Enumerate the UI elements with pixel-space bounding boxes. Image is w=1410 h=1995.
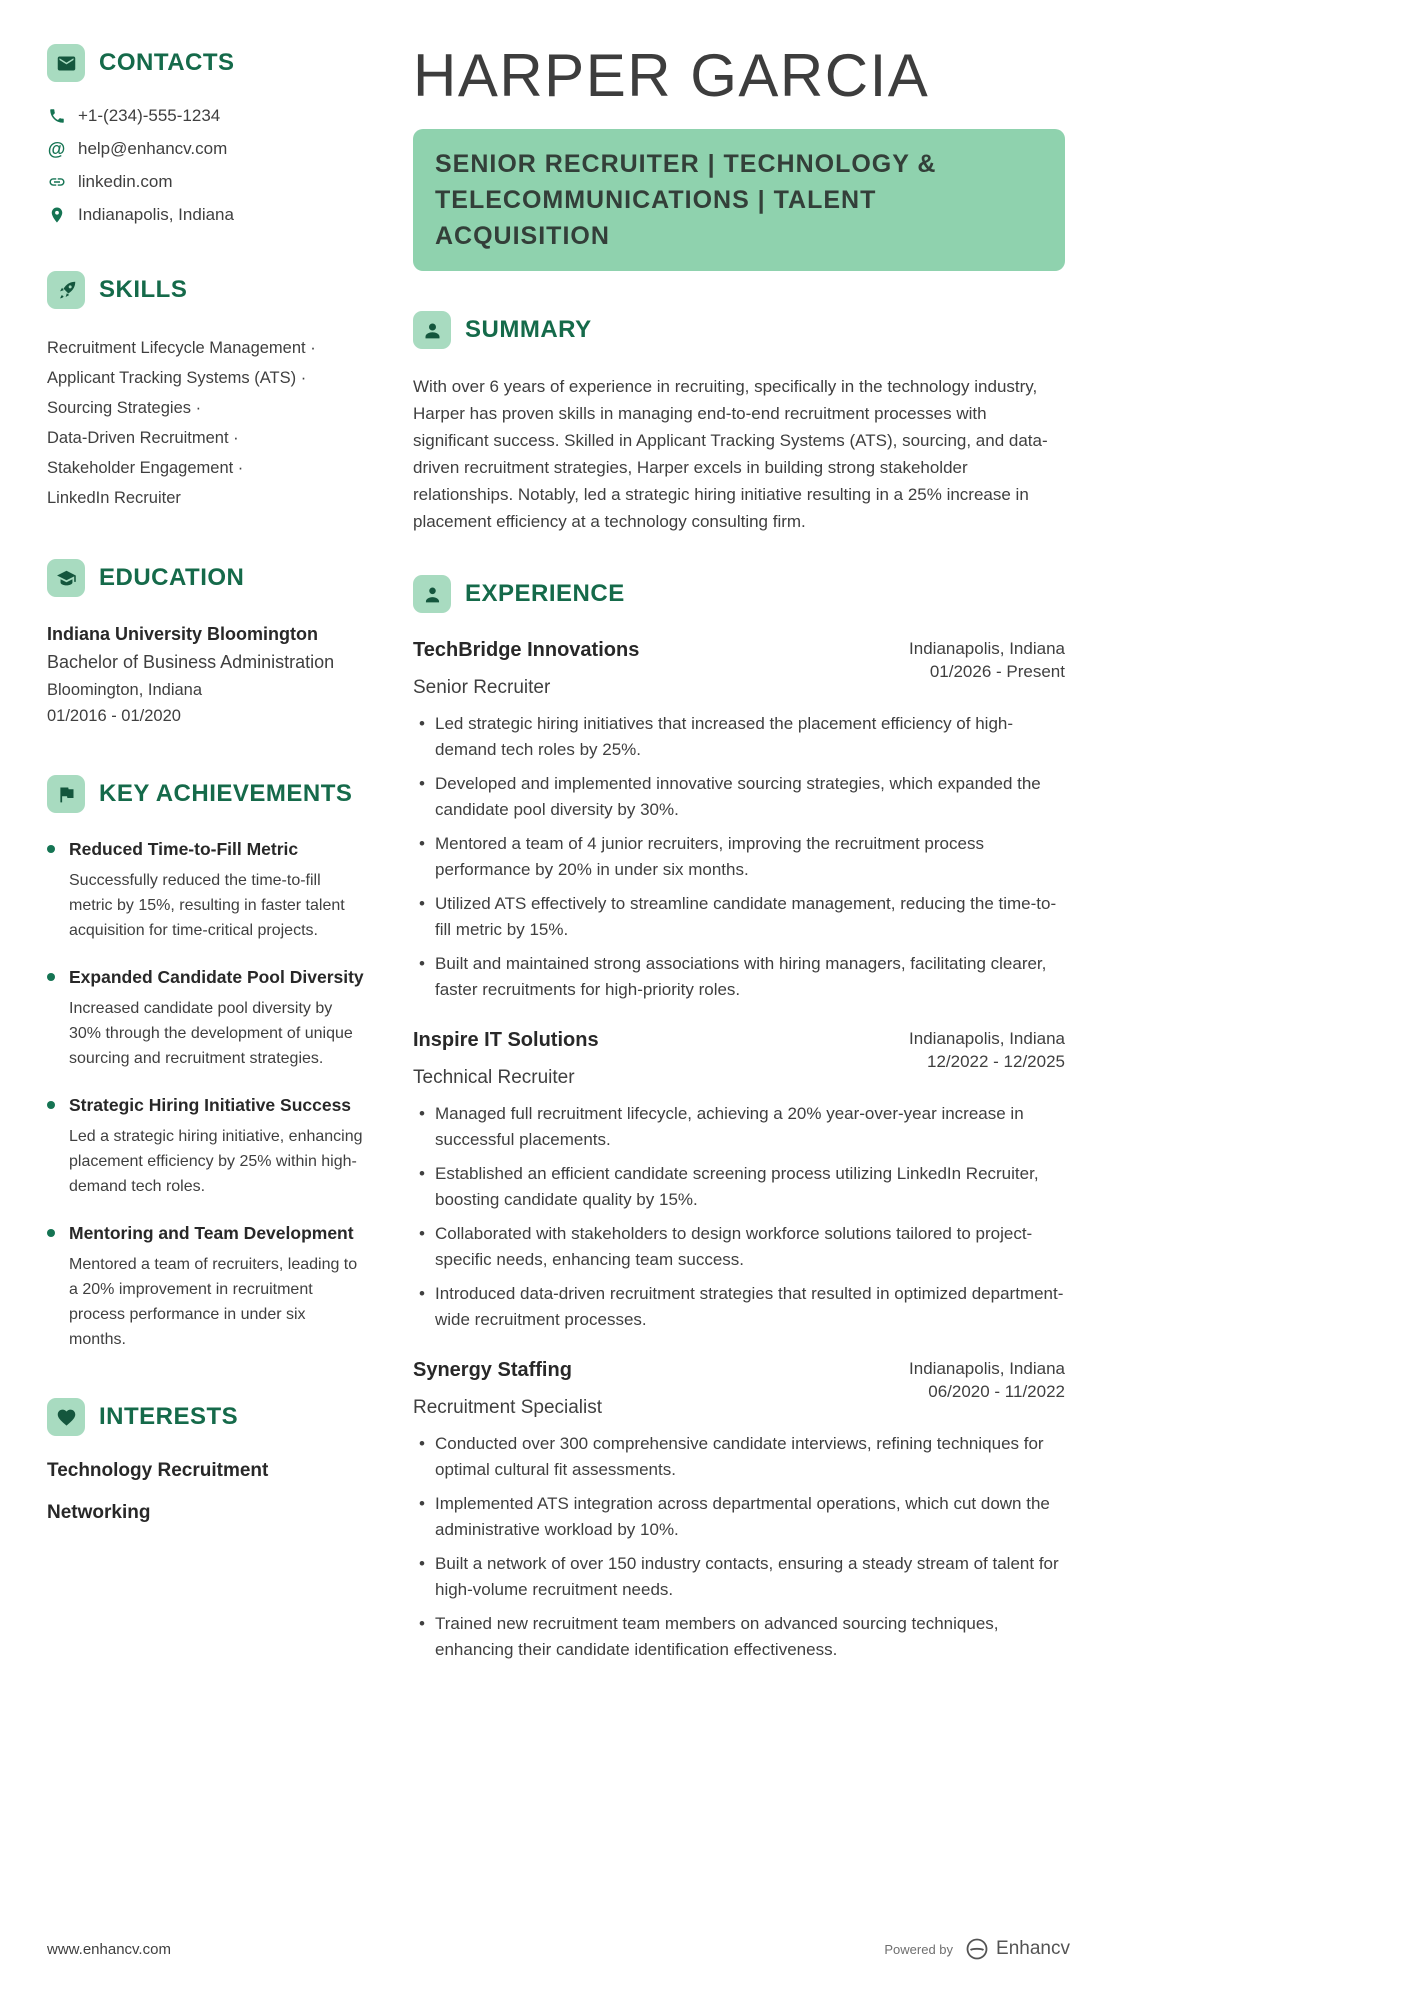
achievement-body: Increased candidate pool diversity by 30% through the development of unique sourcing and recruitment strategies. xyxy=(69,1000,353,1067)
skill-item: LinkedIn Recruiter xyxy=(47,489,181,507)
job-bullet-list xyxy=(413,1101,1065,1333)
job-bullet: • Implemented ATS integration across departmental operations, which cut down the administrative workload by 10%. xyxy=(413,1491,1065,1543)
job-entry xyxy=(413,1357,1065,1663)
job-company: TechBridge Innovations xyxy=(413,639,640,661)
achievement-item xyxy=(47,1093,365,1199)
enhancv-brand-name: Enhancv xyxy=(996,1938,1070,1959)
experience-section xyxy=(413,575,1065,1663)
education-dates: 01/2016 - 01/2020 xyxy=(47,707,181,725)
contact-location xyxy=(47,205,365,225)
location-pin-icon xyxy=(47,206,66,225)
contact-phone xyxy=(47,106,365,126)
main-column xyxy=(413,44,1065,1703)
job-bullet: • Built and maintained strong associations with hiring managers, facilitating clearer, faster recruitments for high-priority roles. xyxy=(413,951,1065,1003)
achievement-body: Successfully reduced the time-to-fill metric by 15%, resulting in faster talent acquisition for time-critical projects. xyxy=(69,872,345,939)
enhancv-logo-icon xyxy=(965,1937,989,1961)
rocket-icon xyxy=(47,271,85,309)
person-badge-icon xyxy=(413,575,451,613)
job-bullet: • Led strategic hiring initiatives that increased the placement efficiency of high-demand tech roles by 25%. xyxy=(413,711,1065,763)
job-bullet: • Introduced data-driven recruitment strategies that resulted in optimized department-wide recruitment processes. xyxy=(413,1281,1065,1333)
summary-title: SUMMARY xyxy=(465,316,592,343)
job-bullet-list xyxy=(413,1431,1065,1663)
skills-title: SKILLS xyxy=(99,276,188,303)
job-bullet: • Established an efficient candidate screening process utilizing LinkedIn Recruiter, boosting candidate quality by 15%. xyxy=(413,1161,1065,1213)
job-role: Recruitment Specialist xyxy=(413,1397,603,1418)
education-title: EDUCATION xyxy=(99,564,245,591)
contacts-title: CONTACTS xyxy=(99,49,235,76)
job-bullet-list xyxy=(413,711,1065,1003)
achievement-body: Mentored a team of recruiters, leading to a 20% improvement in recruitment process performance in under six months. xyxy=(69,1256,358,1348)
education-section xyxy=(47,559,365,729)
contact-email[interactable] xyxy=(47,139,365,159)
bullet-dot-icon xyxy=(47,1101,55,1109)
powered-by-label: Powered by xyxy=(884,1941,954,1957)
interests-section xyxy=(47,1398,365,1524)
interest-item: Technology Recruitment xyxy=(47,1460,269,1481)
bullet-dot-icon xyxy=(47,973,55,981)
achievement-item xyxy=(47,1221,365,1352)
job-bullet: • Trained new recruitment team members on advanced sourcing techniques, enhancing their candidate identification effectiveness. xyxy=(413,1611,1065,1663)
skill-item: Stakeholder Engagement · xyxy=(47,459,244,477)
contact-linkedin[interactable] xyxy=(47,172,365,192)
key-achievements-title: KEY ACHIEVEMENTS xyxy=(99,780,353,807)
skill-item: Data-Driven Recruitment · xyxy=(47,429,239,447)
job-entry xyxy=(413,637,1065,1003)
job-company: Inspire IT Solutions xyxy=(413,1029,599,1051)
job-role: Technical Recruiter xyxy=(413,1067,575,1088)
skill-item: Sourcing Strategies · xyxy=(47,399,202,417)
achievement-heading: Mentoring and Team Development xyxy=(69,1223,354,1243)
at-icon: @ xyxy=(47,138,66,159)
job-bullet: • Collaborated with stakeholders to design workforce solutions tailored to project-specific needs, enhancing team success. xyxy=(413,1221,1065,1273)
achievement-body: Led a strategic hiring initiative, enhancing placement efficiency by 25% within high-demand tech roles. xyxy=(69,1128,363,1195)
job-bullet: • Developed and implemented innovative sourcing strategies, which expanded the candidate pool diversity by 30%. xyxy=(413,771,1065,823)
enhancv-brand-link[interactable] xyxy=(965,1937,1070,1961)
contact-email-text[interactable]: help@enhancv.com xyxy=(78,139,228,158)
job-bullet: • Utilized ATS effectively to streamline candidate management, reducing the time-to-fill metric by 15%. xyxy=(413,891,1065,943)
contacts-section xyxy=(47,44,365,225)
job-location: Indianapolis, Indiana xyxy=(909,1359,1065,1378)
bullet-dot-icon xyxy=(47,845,55,853)
job-location: Indianapolis, Indiana xyxy=(909,1029,1065,1048)
graduation-cap-icon xyxy=(47,559,85,597)
job-dates: 12/2022 - 12/2025 xyxy=(926,1052,1065,1071)
contact-linkedin-text[interactable]: linkedin.com xyxy=(78,172,173,191)
link-icon xyxy=(47,173,66,192)
summary-section xyxy=(413,311,1065,535)
contact-location-text: Indianapolis, Indiana xyxy=(78,205,234,224)
education-location: Bloomington, Indiana xyxy=(47,681,203,699)
heart-icon xyxy=(47,1398,85,1436)
page-footer xyxy=(47,1937,1070,1961)
job-role: Senior Recruiter xyxy=(413,677,551,698)
achievement-heading: Expanded Candidate Pool Diversity xyxy=(69,967,364,987)
education-degree: Bachelor of Business Administration xyxy=(47,652,335,672)
headline-badge: SENIOR RECRUITER | TECHNOLOGY & TELECOMMUNICATIONS | TALENT ACQUISITION xyxy=(413,129,1065,271)
achievement-item xyxy=(47,965,365,1071)
job-dates: 01/2026 - Present xyxy=(929,662,1065,681)
job-bullet: • Built a network of over 150 industry contacts, ensuring a steady stream of talent for high-volume recruitment needs. xyxy=(413,1551,1065,1603)
achievement-item xyxy=(47,837,365,943)
candidate-name: HARPER GARCIA xyxy=(413,42,930,109)
envelope-icon xyxy=(47,44,85,82)
person-icon xyxy=(413,311,451,349)
phone-icon xyxy=(47,107,66,126)
job-bullet: • Mentored a team of 4 junior recruiters, improving the recruitment process performance by 20% in under six months. xyxy=(413,831,1065,883)
job-bullet: • Managed full recruitment lifecycle, achieving a 20% year-over-year increase in successful placements. xyxy=(413,1101,1065,1153)
job-bullet: • Conducted over 300 comprehensive candidate interviews, refining techniques for optimal cultural fit assessments. xyxy=(413,1431,1065,1483)
job-entry xyxy=(413,1027,1065,1333)
skill-item: Applicant Tracking Systems (ATS) · xyxy=(47,369,307,387)
achievement-heading: Reduced Time-to-Fill Metric xyxy=(69,839,299,859)
sidebar xyxy=(47,44,365,1703)
skills-section xyxy=(47,271,365,513)
contact-phone-text: +1-(234)-555-1234 xyxy=(78,106,221,125)
skill-item: Recruitment Lifecycle Management · xyxy=(47,339,316,357)
experience-title: EXPERIENCE xyxy=(465,580,625,607)
job-company: Synergy Staffing xyxy=(413,1359,572,1381)
key-achievements-section xyxy=(47,775,365,1352)
job-location: Indianapolis, Indiana xyxy=(909,639,1065,658)
bullet-dot-icon xyxy=(47,1229,55,1237)
job-dates: 06/2020 - 11/2022 xyxy=(928,1382,1065,1401)
flag-icon xyxy=(47,775,85,813)
summary-body: With over 6 years of experience in recruiting, specifically in the technology industry, Harper has proven skills in managing end-to-end recruitment processes with significant success. Skilled in Applicant Tracking Systems (ATS), sourcing, and data-driven recruitment strategies, Harper excels in building strong stakeholder relationships. Notably, led a strategic hiring initiative resulting in a 25% increase in placement efficiency at a technology consulting firm. xyxy=(413,377,1048,531)
achievement-heading: Strategic Hiring Initiative Success xyxy=(69,1095,352,1115)
interest-item: Networking xyxy=(47,1502,151,1523)
education-school: Indiana University Bloomington xyxy=(47,624,319,644)
footer-website-link[interactable]: www.enhancv.com xyxy=(47,1940,171,1958)
interests-title: INTERESTS xyxy=(99,1403,239,1430)
